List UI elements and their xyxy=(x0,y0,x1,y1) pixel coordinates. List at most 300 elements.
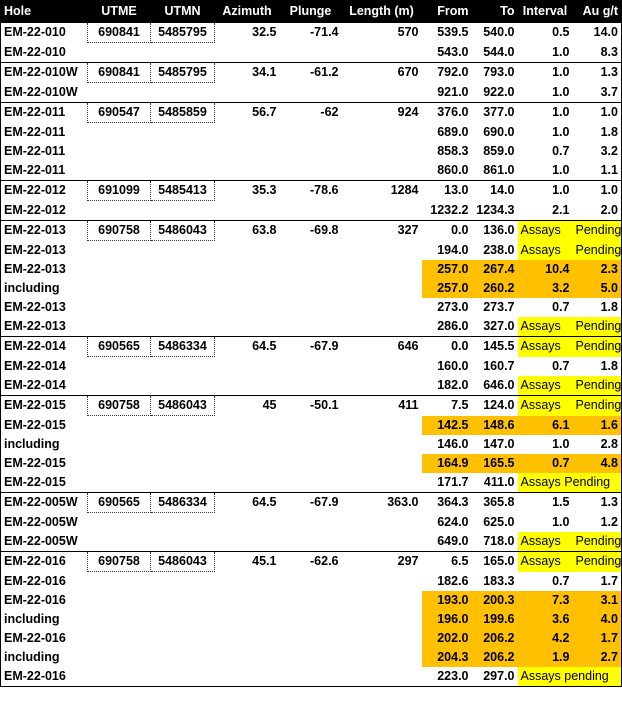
cell-interval: Assays xyxy=(518,241,573,261)
table-row xyxy=(1,241,622,261)
cell-au: 1.3 xyxy=(573,63,622,83)
cell-plunge xyxy=(280,241,342,261)
cell-utmn xyxy=(151,83,215,103)
table-row xyxy=(1,376,622,396)
cell-plunge xyxy=(280,260,342,279)
table-row xyxy=(1,493,622,513)
cell-interval: 0.7 xyxy=(518,454,573,473)
cell-utme: 690758 xyxy=(88,221,151,241)
cell-to: 297.0 xyxy=(483,669,515,683)
header-au: Au g/t xyxy=(573,0,622,23)
table-row xyxy=(1,317,622,337)
cell-azimuth xyxy=(215,416,280,436)
cell-length xyxy=(342,241,422,261)
cell-from: 182.0 xyxy=(437,378,469,392)
cell-au: 1.3 xyxy=(573,493,622,513)
table-row xyxy=(1,63,622,83)
table-row xyxy=(1,454,622,473)
cell-utme: 690841 xyxy=(88,63,151,83)
cell-to: 206.2 xyxy=(472,648,518,667)
cell-interval: Assays xyxy=(518,221,573,241)
cell-length xyxy=(342,591,422,610)
cell-from: 7.5 xyxy=(422,396,472,416)
cell-to: 625.0 xyxy=(483,514,515,529)
cell-interval: 1.0 xyxy=(552,163,570,177)
cell-utmn xyxy=(151,454,215,473)
cell-plunge xyxy=(280,43,342,63)
cell-to: 690.0 xyxy=(483,124,515,139)
cell-to: 267.4 xyxy=(472,260,518,279)
cell-interval: 7.3 xyxy=(518,591,573,610)
cell-azimuth xyxy=(215,376,280,396)
cell-utmn xyxy=(151,357,215,377)
cell-hole: EM-22-010 xyxy=(1,23,88,43)
cell-utme xyxy=(88,43,151,63)
cell-azimuth xyxy=(215,298,280,317)
cell-azimuth xyxy=(215,648,280,667)
cell-azimuth: 56.7 xyxy=(215,103,280,123)
cell-utme xyxy=(88,629,151,648)
header-interval: Interval xyxy=(518,0,573,23)
cell-interval: 6.1 xyxy=(518,416,573,436)
cell-length: 1284 xyxy=(342,181,422,201)
cell-from: 376.0 xyxy=(422,103,472,123)
cell-from: 142.5 xyxy=(422,416,472,436)
cell-to: 148.6 xyxy=(472,416,518,436)
cell-utmn xyxy=(151,416,215,436)
table-row xyxy=(1,181,622,201)
cell-from: 689.0 xyxy=(437,124,469,139)
cell-interval: Assays xyxy=(518,396,573,416)
cell-utme xyxy=(88,513,151,533)
cell-to: 200.3 xyxy=(472,591,518,610)
cell-length: 646 xyxy=(342,337,422,357)
cell-au: 1.8 xyxy=(600,124,618,139)
cell-from: 858.3 xyxy=(437,144,469,158)
cell-hole: EM-22-011 xyxy=(4,124,66,139)
cell-to: 273.7 xyxy=(483,300,515,314)
cell-length xyxy=(342,317,422,337)
cell-plunge xyxy=(280,317,342,337)
cell-from: 543.0 xyxy=(437,44,469,59)
cell-from: 257.0 xyxy=(422,260,472,279)
table-row xyxy=(1,260,622,279)
cell-au: 1.6 xyxy=(573,416,622,436)
cell-length xyxy=(342,648,422,667)
cell-to: 1234.3 xyxy=(476,202,515,217)
table-row xyxy=(1,629,622,648)
table-row xyxy=(1,142,622,161)
table-row xyxy=(1,416,622,436)
cell-utme xyxy=(88,161,151,181)
cell-utmn xyxy=(151,317,215,337)
cell-au: Pending xyxy=(573,241,622,261)
cell-length: 570 xyxy=(342,23,422,43)
cell-hole: EM-22-016 xyxy=(4,669,66,683)
cell-plunge: -62.6 xyxy=(280,552,342,572)
cell-hole: EM-22-013 xyxy=(4,319,66,333)
cell-length xyxy=(342,357,422,377)
table-row xyxy=(1,337,622,357)
cell-utmn xyxy=(151,473,215,493)
cell-from: 860.0 xyxy=(437,163,469,177)
cell-au: Pending xyxy=(573,221,622,241)
cell-length xyxy=(342,629,422,648)
cell-plunge xyxy=(280,610,342,629)
cell-hole: EM-22-012 xyxy=(4,202,66,217)
cell-au: Pending xyxy=(573,552,622,572)
cell-plunge xyxy=(280,161,342,181)
cell-to: 165.0 xyxy=(472,552,518,572)
cell-utme: 690841 xyxy=(88,23,151,43)
cell-interval: 0.7 xyxy=(552,358,570,373)
cell-azimuth xyxy=(215,357,280,377)
cell-hole: EM-22-014 xyxy=(1,337,88,357)
cell-plunge xyxy=(280,142,342,161)
cell-utmn xyxy=(151,667,215,687)
cell-length xyxy=(342,142,422,161)
cell-azimuth xyxy=(215,43,280,63)
cell-azimuth xyxy=(215,610,280,629)
cell-utme xyxy=(88,648,151,667)
cell-interval: 1.5 xyxy=(518,493,573,513)
cell-hole: EM-22-005W xyxy=(4,534,78,548)
cell-plunge xyxy=(280,83,342,103)
cell-length xyxy=(342,532,422,552)
cell-hole: EM-22-016 xyxy=(4,593,66,607)
cell-utme xyxy=(88,667,151,687)
cell-to: 365.8 xyxy=(472,493,518,513)
table-row xyxy=(1,591,622,610)
table-row xyxy=(1,648,622,667)
cell-utme: 691099 xyxy=(88,181,151,201)
cell-length: 327 xyxy=(342,221,422,241)
cell-azimuth xyxy=(215,591,280,610)
cell-length xyxy=(342,279,422,298)
cell-au: 1.7 xyxy=(573,629,622,648)
cell-plunge xyxy=(280,201,342,221)
cell-utmn xyxy=(151,260,215,279)
cell-utmn xyxy=(151,142,215,161)
cell-from: 223.0 xyxy=(437,669,469,683)
cell-from: 286.0 xyxy=(437,319,469,333)
table-row xyxy=(1,667,622,687)
cell-au: 1.0 xyxy=(573,181,622,201)
cell-plunge xyxy=(280,473,342,493)
cell-au: 2.0 xyxy=(600,202,618,217)
cell-azimuth: 64.5 xyxy=(215,493,280,513)
cell-to: 718.0 xyxy=(483,534,515,548)
cell-length xyxy=(342,43,422,63)
cell-utme xyxy=(88,610,151,629)
cell-length xyxy=(342,454,422,473)
cell-to: 377.0 xyxy=(472,103,518,123)
table-row xyxy=(1,572,622,592)
cell-length xyxy=(342,572,422,592)
cell-interval: 0.5 xyxy=(518,23,573,43)
cell-plunge: -69.8 xyxy=(280,221,342,241)
table-row xyxy=(1,357,622,377)
cell-from: 539.5 xyxy=(422,23,472,43)
header-from: From xyxy=(422,0,472,23)
cell-plunge xyxy=(280,513,342,533)
cell-utmn: 5486043 xyxy=(151,552,215,572)
cell-interval: 3.6 xyxy=(518,610,573,629)
cell-hole: EM-22-015 xyxy=(4,456,66,470)
cell-plunge xyxy=(280,376,342,396)
cell-length xyxy=(342,473,422,493)
cell-azimuth xyxy=(215,435,280,454)
cell-azimuth xyxy=(215,83,280,103)
cell-utme: 690758 xyxy=(88,552,151,572)
cell-length xyxy=(342,123,422,143)
cell-from: 257.0 xyxy=(422,279,472,298)
cell-plunge: -78.6 xyxy=(280,181,342,201)
cell-azimuth xyxy=(215,572,280,592)
cell-from: 1232.2 xyxy=(430,202,469,217)
cell-to: 124.0 xyxy=(472,396,518,416)
cell-interval: 0.7 xyxy=(552,144,570,158)
cell-utme xyxy=(88,201,151,221)
cell-interval: 1.0 xyxy=(518,63,573,83)
cell-interval: Assays xyxy=(518,376,573,396)
cell-utme xyxy=(88,83,151,103)
cell-utme xyxy=(88,454,151,473)
cell-plunge xyxy=(280,298,342,317)
cell-length xyxy=(342,610,422,629)
table-row xyxy=(1,435,622,454)
cell-utme xyxy=(88,260,151,279)
cell-hole: EM-22-005W xyxy=(1,493,88,513)
cell-azimuth xyxy=(215,241,280,261)
cell-azimuth: 32.5 xyxy=(215,23,280,43)
table-row xyxy=(1,396,622,416)
cell-utme: 690565 xyxy=(88,493,151,513)
header-to: To xyxy=(472,0,518,23)
cell-hole: including xyxy=(4,437,60,451)
cell-au: Pending xyxy=(573,337,622,357)
cell-to: 238.0 xyxy=(483,242,515,257)
cell-to: 327.0 xyxy=(483,319,515,333)
cell-au: 2.3 xyxy=(573,260,622,279)
cell-from: 0.0 xyxy=(422,337,472,357)
cell-utmn: 5486043 xyxy=(151,396,215,416)
header-hole: Hole xyxy=(1,0,88,23)
cell-azimuth xyxy=(215,161,280,181)
cell-from: 202.0 xyxy=(422,629,472,648)
cell-length xyxy=(342,376,422,396)
cell-utme: 690547 xyxy=(88,103,151,123)
cell-interval: 10.4 xyxy=(518,260,573,279)
table-row xyxy=(1,221,622,241)
cell-utmn xyxy=(151,532,215,552)
cell-hole: EM-22-015 xyxy=(4,417,66,432)
cell-utmn xyxy=(151,123,215,143)
cell-from: 13.0 xyxy=(422,181,472,201)
cell-utmn: 5485795 xyxy=(151,63,215,83)
header-utme: UTME xyxy=(88,0,151,23)
cell-azimuth xyxy=(215,123,280,143)
cell-interval: 1.0 xyxy=(552,84,570,99)
cell-from: 204.3 xyxy=(422,648,472,667)
cell-hole: EM-22-011 xyxy=(4,144,66,158)
cell-au: 1.1 xyxy=(600,163,618,177)
cell-interval: Assays xyxy=(518,552,573,572)
cell-hole: EM-22-005W xyxy=(4,514,78,529)
cell-utmn xyxy=(151,572,215,592)
header-plunge: Plunge xyxy=(280,0,342,23)
cell-from: 171.7 xyxy=(437,475,469,489)
cell-au: 1.0 xyxy=(573,103,622,123)
cell-hole: EM-22-011 xyxy=(1,103,88,123)
cell-azimuth: 34.1 xyxy=(215,63,280,83)
cell-utme xyxy=(88,572,151,592)
cell-length xyxy=(342,260,422,279)
cell-hole: EM-22-016 xyxy=(4,573,66,588)
cell-length xyxy=(342,513,422,533)
table-row xyxy=(1,473,622,493)
cell-from: 0.0 xyxy=(422,221,472,241)
cell-azimuth xyxy=(215,454,280,473)
cell-to: 922.0 xyxy=(483,84,515,99)
cell-azimuth xyxy=(215,260,280,279)
cell-length: 670 xyxy=(342,63,422,83)
cell-to: 859.0 xyxy=(483,144,515,158)
cell-length: 363.0 xyxy=(342,493,422,513)
cell-azimuth xyxy=(215,473,280,493)
table-row xyxy=(1,103,622,123)
cell-hole: including xyxy=(4,650,60,664)
cell-hole: EM-22-016 xyxy=(4,631,66,645)
cell-interval: 3.2 xyxy=(518,279,573,298)
cell-from: 624.0 xyxy=(437,514,469,529)
cell-plunge: -67.9 xyxy=(280,493,342,513)
cell-utme xyxy=(88,473,151,493)
cell-au: 3.2 xyxy=(600,144,618,158)
cell-utme xyxy=(88,298,151,317)
cell-azimuth xyxy=(215,667,280,687)
cell-utmn xyxy=(151,161,215,181)
cell-azimuth xyxy=(215,142,280,161)
cell-utme xyxy=(88,416,151,436)
cell-plunge xyxy=(280,279,342,298)
cell-to: 147.0 xyxy=(483,437,515,451)
cell-au: 14.0 xyxy=(573,23,622,43)
cell-hole: EM-22-014 xyxy=(4,358,66,373)
cell-utmn xyxy=(151,201,215,221)
cell-utme xyxy=(88,532,151,552)
cell-azimuth xyxy=(215,513,280,533)
table-row xyxy=(1,23,622,43)
cell-from: 6.5 xyxy=(422,552,472,572)
table-row xyxy=(1,43,622,63)
cell-length: 411 xyxy=(342,396,422,416)
cell-interval: Assays xyxy=(518,532,573,552)
cell-utmn xyxy=(151,435,215,454)
cell-azimuth xyxy=(215,317,280,337)
cell-from: 146.0 xyxy=(437,437,469,451)
cell-utmn: 5485795 xyxy=(151,23,215,43)
cell-azimuth xyxy=(215,532,280,552)
cell-au: 4.8 xyxy=(573,454,622,473)
cell-interval: 1.0 xyxy=(518,103,573,123)
table-row xyxy=(1,513,622,533)
cell-to: 165.5 xyxy=(472,454,518,473)
table-row xyxy=(1,83,622,103)
cell-interval: 1.0 xyxy=(518,181,573,201)
cell-azimuth: 63.8 xyxy=(215,221,280,241)
cell-plunge xyxy=(280,123,342,143)
cell-to: 199.6 xyxy=(472,610,518,629)
cell-utmn xyxy=(151,279,215,298)
cell-hole: EM-22-013 xyxy=(4,242,66,257)
cell-hole: EM-22-012 xyxy=(1,181,88,201)
cell-to: 861.0 xyxy=(483,163,515,177)
cell-utme xyxy=(88,317,151,337)
cell-utme xyxy=(88,142,151,161)
cell-to: 160.7 xyxy=(483,358,515,373)
table-row xyxy=(1,298,622,317)
cell-plunge xyxy=(280,357,342,377)
cell-plunge: -50.1 xyxy=(280,396,342,416)
cell-utme xyxy=(88,279,151,298)
cell-interval: 1.9 xyxy=(518,648,573,667)
cell-to: 136.0 xyxy=(472,221,518,241)
cell-interval: 0.7 xyxy=(552,573,570,588)
cell-hole: EM-22-013 xyxy=(4,300,66,314)
cell-hole: EM-22-013 xyxy=(1,221,88,241)
cell-from: 196.0 xyxy=(422,610,472,629)
cell-au: 1.2 xyxy=(600,514,618,529)
cell-utme xyxy=(88,376,151,396)
cell-au: 3.1 xyxy=(573,591,622,610)
cell-interval: 1.0 xyxy=(552,514,570,529)
cell-to: 411.0 xyxy=(483,475,515,489)
table-row xyxy=(1,161,622,181)
cell-from: 792.0 xyxy=(422,63,472,83)
cell-au: Pending xyxy=(573,396,622,416)
cell-utmn: 5486043 xyxy=(151,221,215,241)
cell-utmn xyxy=(151,298,215,317)
cell-azimuth: 64.5 xyxy=(215,337,280,357)
cell-au: Pending xyxy=(573,317,622,337)
cell-au: 1.8 xyxy=(600,300,618,314)
cell-utme xyxy=(88,591,151,610)
cell-plunge xyxy=(280,667,342,687)
cell-hole: EM-22-015 xyxy=(4,475,66,489)
cell-utmn xyxy=(151,376,215,396)
cell-plunge xyxy=(280,454,342,473)
cell-length: 297 xyxy=(342,552,422,572)
cell-plunge xyxy=(280,435,342,454)
cell-length xyxy=(342,201,422,221)
cell-from: 194.0 xyxy=(437,242,469,257)
cell-from: 160.0 xyxy=(437,358,469,373)
cell-from: 649.0 xyxy=(437,534,469,548)
cell-interval: Assays xyxy=(518,317,573,337)
cell-hole: EM-22-010W xyxy=(1,63,88,83)
cell-to: 793.0 xyxy=(472,63,518,83)
cell-au: Pending xyxy=(573,532,622,552)
cell-utmn xyxy=(151,241,215,261)
cell-to: 183.3 xyxy=(483,573,515,588)
table-row xyxy=(1,201,622,221)
cell-length xyxy=(342,667,422,687)
cell-utmn: 5486334 xyxy=(151,493,215,513)
cell-interval: 0.7 xyxy=(552,300,570,314)
cell-au: 1.8 xyxy=(600,358,618,373)
cell-azimuth xyxy=(215,629,280,648)
